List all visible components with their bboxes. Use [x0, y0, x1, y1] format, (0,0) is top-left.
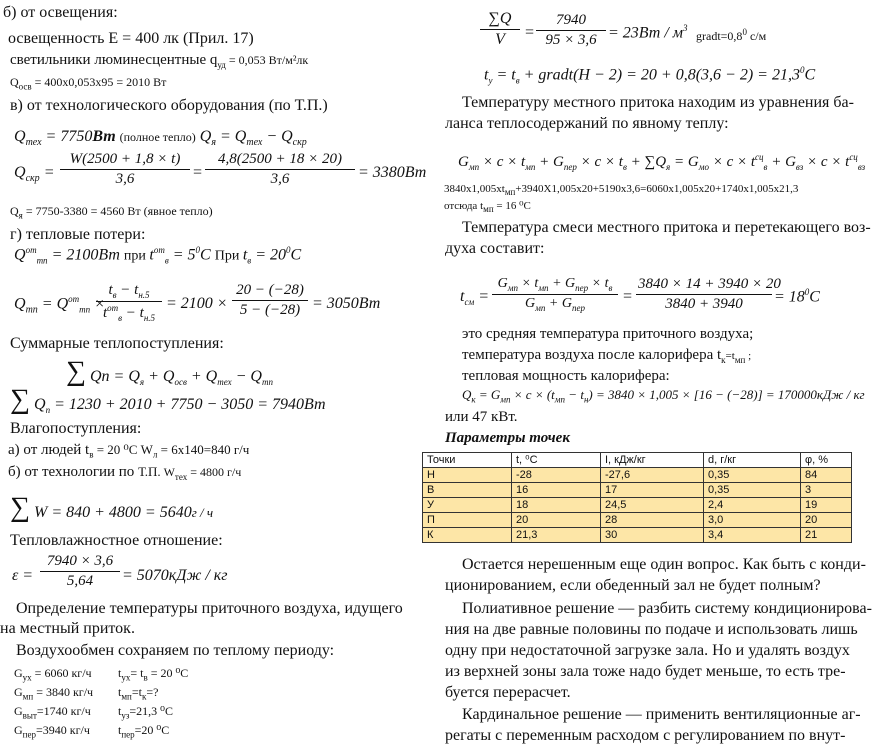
- paragraph-1-line-1: Температуру местного притока находим из уравнения ба-: [462, 94, 854, 111]
- q-lighting-line: $Q_{осв} = 400х0,053х95 = 2010$ Вт: [10, 75, 167, 92]
- table-cell: 3,0: [704, 513, 801, 528]
- heat-loss-conditions: $Q^{от}_{тп} = 2100Вт$ при $t^{от}_в = 5^0C$ При $t_в = 20^0C$: [14, 245, 302, 266]
- q-latent-label: $Q_{скр}$ =: [14, 164, 55, 185]
- fraction-sum-q-v: $\frac{\sum Q}{V}$: [480, 10, 520, 49]
- table-cell: Н: [423, 468, 512, 483]
- g-local-supply: $G_{мп} = 3840$ кг/ч: [14, 685, 94, 702]
- definition-line-1: Определение температуры приточного воздуха, идущего: [16, 600, 403, 617]
- paragraph-1-line-2: ланса теплосодержаний по явному теплу:: [445, 115, 729, 132]
- table-header-row: [423, 453, 852, 468]
- table-cell: 3: [801, 483, 852, 498]
- balance-equation: $G_{мп} \times c \times t_{мп} + G_{пер} \times c \times t_в + \sum Q_я = G_{мо} \times c \times t^{сц}_в + G_{вз} \times c \times t^{сц}_{вз}$: [458, 152, 866, 172]
- q-loss-result: = 3050Вт: [312, 295, 381, 312]
- table-row: [423, 483, 852, 498]
- table-cell: -28: [512, 468, 601, 483]
- epsilon-result: = 5070кДж / кг: [122, 567, 228, 584]
- total-heat-formula: Qп = $Q_я + Q_{осв} + Q_{тех} - Q_{тп}$: [90, 368, 273, 388]
- t-mix-result: = $18^0C$: [774, 287, 820, 306]
- heading-heat-loss: г) тепловые потери:: [10, 226, 146, 243]
- balance-numeric: $3840х1,005хt_{мп}+3940Х1,005х20+5190х3,6=6060х1,005х20+1740х1,005х21,3$: [444, 183, 799, 198]
- table-cell: 16: [512, 483, 601, 498]
- heading-total-heat: Суммарные теплопоступления:: [10, 335, 224, 352]
- fraction-mix-symbolic: $G_{мп} \times t_{мп} + G_{пер} \times t_в$ $G_{мп} + G_{пер}$: [492, 276, 618, 313]
- heater-temp-line: температура воздуха после калорифера $t_к=t_{мп}$ ;: [462, 347, 752, 365]
- paragraph-4-line-5: буется перерасчет.: [445, 684, 571, 701]
- table-cell: -27,6: [601, 468, 704, 483]
- fraction-specific-heat: $\frac{7940}{95 \times 3,6}$: [536, 12, 606, 49]
- paragraph-4-line-4: из верхней зоны зала тоже надо будет меньше, то есть тре-: [445, 663, 846, 680]
- equals-sign: =: [524, 24, 535, 41]
- paragraph-5-line-1: Кардинальное решение — применить вентиляционные аг-: [462, 706, 861, 723]
- table-cell: 21,3: [512, 528, 601, 543]
- paragraph-3-line-1: Остается нерешенным еще один вопрос. Как быть с конди-: [462, 556, 866, 573]
- specific-heat-result: = $23Вт / м^3$: [608, 23, 688, 42]
- paragraph-2-line-1: Температура смеси местного притока и перетекающего воз-: [462, 219, 871, 236]
- table-row: [423, 468, 852, 483]
- table-cell: П: [423, 513, 512, 528]
- sigma-icon: ∑: [66, 356, 86, 387]
- table-cell: 0,35: [704, 468, 801, 483]
- result-t-local: отсюда $t_{мп} = 16$ ⁰С: [444, 200, 531, 215]
- paragraph-2-line-2: духа составит:: [445, 240, 545, 257]
- g-exhaust: $G_{ух} = 6060$ кг/ч: [14, 666, 92, 683]
- q-tech-formula: $Q_{тех} = 7750Вт$ (полное тепло) $Q_я = Q_{тех} - Q_{скр}$: [14, 128, 307, 149]
- heater-power-formula: $Q_к = G_{мп} \times c \times (t_{мп} - t_н) = 3840 \times 1,005 \times [16 - (-28)] = 170000кДж$ / кг: [462, 387, 865, 405]
- heater-power-kw: или 47 кВт.: [445, 409, 518, 425]
- g-overflow: $G_{пер}=3940$ кг/ч: [14, 723, 90, 740]
- heading-ratio: Тепловлажностное отношение:: [10, 532, 223, 549]
- paragraph-4-line-1: Полиативное решение — разбить систему кондиционирова-: [462, 600, 872, 617]
- paragraph-5-line-2: регаты с переменным расходом с регулированием по внут-: [445, 727, 846, 744]
- sigma-icon: ∑: [10, 384, 30, 415]
- t-local-supply: $t_{мп}=t_к=$?: [118, 685, 159, 702]
- q-loss-label: $Q_{тп} = Q^{от}_{тп}$ ×: [14, 294, 105, 316]
- definition-line-2: на местный приток.: [0, 620, 135, 637]
- exchange-line: Воздухообмен сохраняем по теплому периоду:: [16, 642, 335, 659]
- table-header-cell: d, г/кг: [704, 453, 801, 468]
- table-cell: 20: [512, 513, 601, 528]
- q-sensible-line: $Q_я = 7750-3380 = 4560$ Вт (явное тепло): [10, 204, 213, 221]
- table-cell: 0,35: [704, 483, 801, 498]
- t-upper-zone: $t_{уз}=21,3$ ⁰С: [118, 704, 173, 721]
- table-header-cell: t, ⁰С: [512, 453, 601, 468]
- table-cell: 20: [801, 513, 852, 528]
- table-row: [423, 498, 852, 513]
- params-title: Параметры точек: [445, 430, 570, 446]
- t-mix-label: $t_{см}$ =: [460, 288, 489, 308]
- heading-tech-equipment: в) от технологического оборудования (по Т.П.): [10, 97, 328, 114]
- table-cell: У: [423, 498, 512, 513]
- table-cell: 28: [601, 513, 704, 528]
- table-row: [423, 513, 852, 528]
- gradient-value: $gradt=0,8^0$ с/м: [696, 27, 767, 43]
- q-loss-mid: = 2100 ×: [166, 295, 228, 312]
- g-extract: $G_{выт}=1740$ кг/ч: [14, 704, 91, 721]
- equals-sign: =: [192, 164, 203, 181]
- table-cell: В: [423, 483, 512, 498]
- t-exhaust: $t_{ух}= t_в = 20$ ⁰С: [118, 666, 189, 683]
- table-cell: 30: [601, 528, 704, 543]
- table-cell: 19: [801, 498, 852, 513]
- table-cell: 84: [801, 468, 852, 483]
- parameters-table: [422, 452, 852, 543]
- total-moisture: W = 840 + 4800 = 5640г / ч: [34, 504, 214, 521]
- paragraph-4-line-2: ния на две равные половины по подаче и использовать лишь: [445, 621, 858, 638]
- table-cell: 17: [601, 483, 704, 498]
- fraction-latent-1: $\frac{W(2500 + 1,8 \times t)}{3,6}$: [60, 151, 190, 188]
- table-cell: 3,4: [704, 528, 801, 543]
- fraction-mix-numeric: $\frac{3840 \times 14 + 3940 \times 20}{3840 + 3940}$: [638, 276, 781, 312]
- illuminance-line: освещенность Е = 400 лк (Прил. 17): [8, 30, 254, 47]
- table-cell: 24,5: [601, 498, 704, 513]
- fraction-loss-2: $\frac{20 - (-28)}{5 - (-28)}$: [232, 282, 308, 319]
- paragraph-3-line-2: ционированием, если обеденный зал не будет полным?: [445, 577, 821, 594]
- total-heat-value: $Q_п = 1230 + 2010 + 7750 - 3050 = 7940Вт$: [34, 396, 326, 416]
- t-upper-formula: $t_у = t_в$ + gradt(H − $2) = 20 + 0,8(3,6 - 2) = 21,3^0C$: [484, 65, 816, 86]
- fraction-epsilon: $\frac{7940 \times 3,6}{5,64}$: [40, 553, 120, 590]
- avg-temp-line: это средняя температура приточного воздуха;: [462, 326, 754, 342]
- moisture-people: а) от людей $t_в = 20$ ⁰С $W_л = 6х140=840$ г/ч: [8, 442, 250, 460]
- equals-sign: =: [622, 288, 633, 305]
- table-row: [423, 528, 852, 543]
- heater-power-line: тепловая мощность калорифера:: [462, 368, 670, 384]
- table-cell: 18: [512, 498, 601, 513]
- table-header-cell: I, кДж/кг: [601, 453, 704, 468]
- heading-moisture: Влагопоступления:: [10, 420, 142, 437]
- t-overflow: $t_{пер}=20$ ⁰С: [118, 723, 170, 740]
- epsilon-label: ε =: [12, 567, 34, 584]
- table-cell: 21: [801, 528, 852, 543]
- fraction-latent-2: $\frac{4,8(2500 + 18 \times 20)}{3,6}$: [205, 151, 355, 188]
- lamps-line: светильники люминесцентные $q_{уд} = 0,053$ Вт/м²лк: [10, 52, 309, 70]
- table-cell: К: [423, 528, 512, 543]
- paragraph-4-line-3: одну при недостаточной загрузке зала. Но и удалять воздух: [445, 642, 850, 659]
- moisture-tech: б) от технологии по Т.П. $W_{тех} = 4800$ г/ч: [8, 464, 242, 482]
- table-cell: 2,4: [704, 498, 801, 513]
- fraction-loss-1: $t_в - t_{н.5}$ $t^{от}_в - t_{н.5}$: [96, 282, 162, 323]
- sigma-icon: ∑: [10, 492, 30, 523]
- table-header-cell: φ, %: [801, 453, 852, 468]
- table-header-cell: Точки: [423, 453, 512, 468]
- q-latent-result: = 3380Вт: [358, 164, 427, 181]
- heading-lighting: б) от освещения:: [3, 4, 118, 21]
